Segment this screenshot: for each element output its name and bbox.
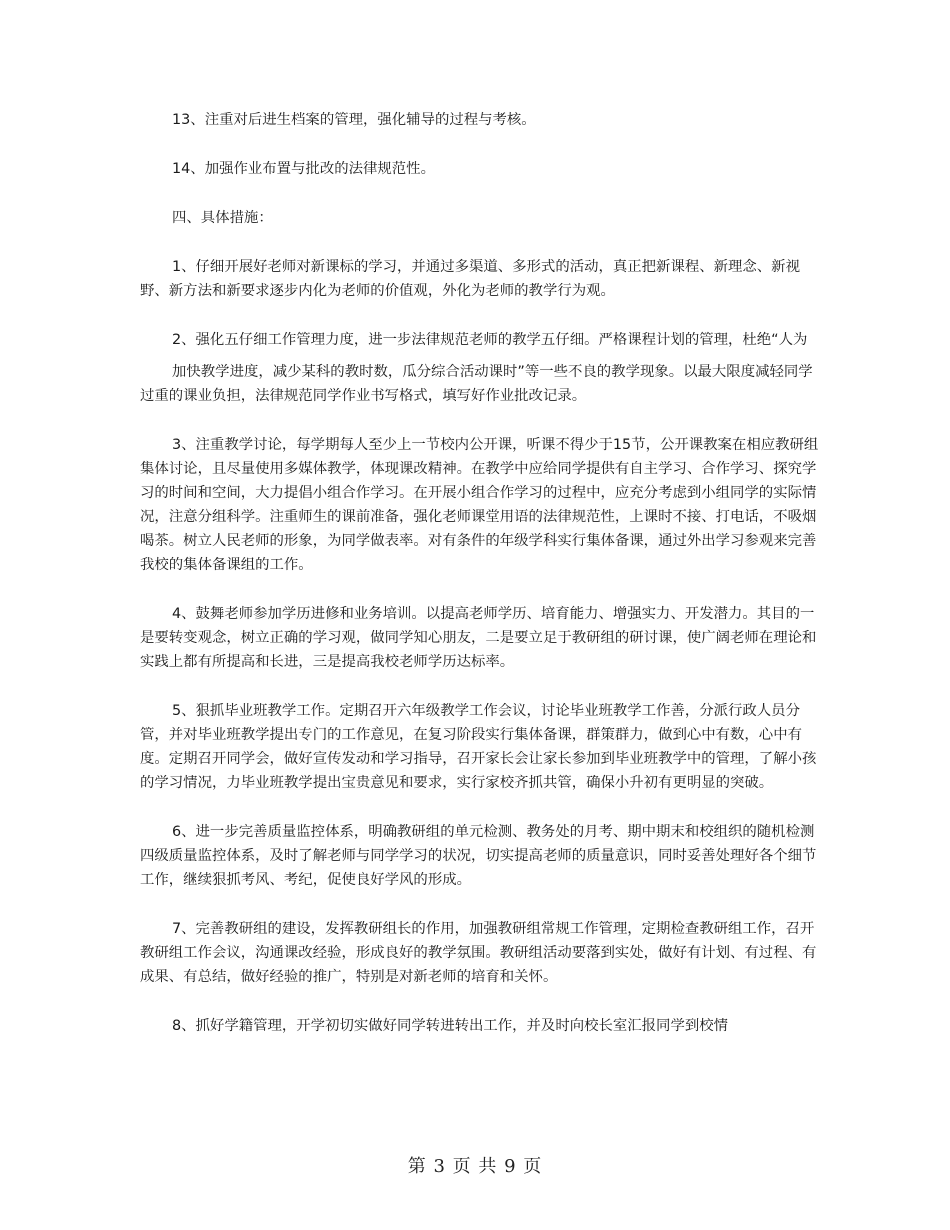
paragraph-measure-3: 3、注重教学讨论，每学期每人至少上一节校内公开课，听课不得少于15节，公开课教案在相应教研组集体讨论，且尽量使用多媒体教学，体现课改精神。在教学中应给同学提供有自主学习、合作学习、探究学习的时间和空间，大力提倡小组合作学习。在开展小组合作学习的过程中，应充分考虑到小组同学的实际情况，注意分组科学。注重师生的课前准备，强化老师课堂用语的法律规范性，上课时不接、打电话，不吸烟喝茶。树立人民老师的形象，为同学做表率。对有条件的年级学科实行集体备课，通过外出学习参观来完善我校的集体备课组的工作。	[140, 437, 819, 573]
paragraph-item-14: 14、加强作业布置与批改的法律规范性。	[172, 161, 435, 177]
paragraph-measure-2: 2、强化五仔细工作管理力度，进一步法律规范老师的教学五仔细。严格课程计划的管理，杜绝“人为	[172, 332, 808, 348]
section-heading-measures: 四、具体措施：	[172, 210, 273, 226]
paragraph-measure-2-continued: 加快教学进度，减少某科的教时数，瓜分综合活动课时”等一些不良的教学现象。以最大限度减轻同学过重的课业负担，法律规范同学作业书写格式，填写好作业批改记录。	[140, 364, 813, 404]
paragraph-item-13: 13、注重对后进生档案的管理，强化辅导的过程与考核。	[172, 112, 536, 128]
document-body	[140, 108, 820, 1063]
paragraph-measure-1: 1、仔细开展好老师对新课标的学习，并通过多渠道、多形式的活动，真正把新课程、新理念、新视野、新方法和新要求逐步内化为老师的价值观，外化为老师的教学行为观。	[140, 259, 800, 299]
paragraph-measure-4: 4、鼓舞老师参加学历进修和业务培训。以提高老师学历、培育能力、增强实力、开发潜力。其目的一是要转变观念，树立正确的学习观，做同学知心朋友，二是要立足于教研组的研讨课，使广阔老师在理论和实践上都有所提高和长进，三是提高我校老师学历达标率。	[140, 606, 817, 670]
paragraph-measure-8: 8、抓好学籍管理，开学初切实做好同学转进转出工作，并及时向校长室汇报同学到校情	[172, 1018, 729, 1034]
page-number-footer: 第 3 页 共 9 页	[407, 1156, 543, 1177]
paragraph-measure-5: 5、狠抓毕业班教学工作。定期召开六年级教学工作会议，讨论毕业班教学工作善，分派行政人员分管，并对毕业班教学提出专门的工作意见，在复习阶段实行集体备课，群策群力，做到心中有数，心中有度。定期召开同学会，做好宣传发动和学习指导，召开家长会让家长参加到毕业班教学中的管理，了解小孩的学习情况，力毕业班教学提出宝贵意见和要求，实行家校齐抓共管，确保小升初有更明显的突破。	[140, 703, 817, 791]
paragraph-measure-7: 7、完善教研组的建设，发挥教研组长的作用，加强教研组常规工作管理，定期检查教研组工作，召开教研组工作会议，沟通课改经验，形成良好的教学氛围。教研组活动要落到实处，做好有计划、有过程、有成果、有总结，做好经验的推广，特别是对新老师的培育和关怀。	[140, 921, 817, 985]
paragraph-measure-6: 6、进一步完善质量监控体系，明确教研组的单元检测、教务处的月考、期中期末和校组织的随机检测四级质量监控体系，及时了解老师与同学学习的状况，切实提高老师的质量意识，同时妥善处理好各个细节工作，继续狠抓考风、考纪，促使良好学风的形成。	[140, 824, 817, 888]
